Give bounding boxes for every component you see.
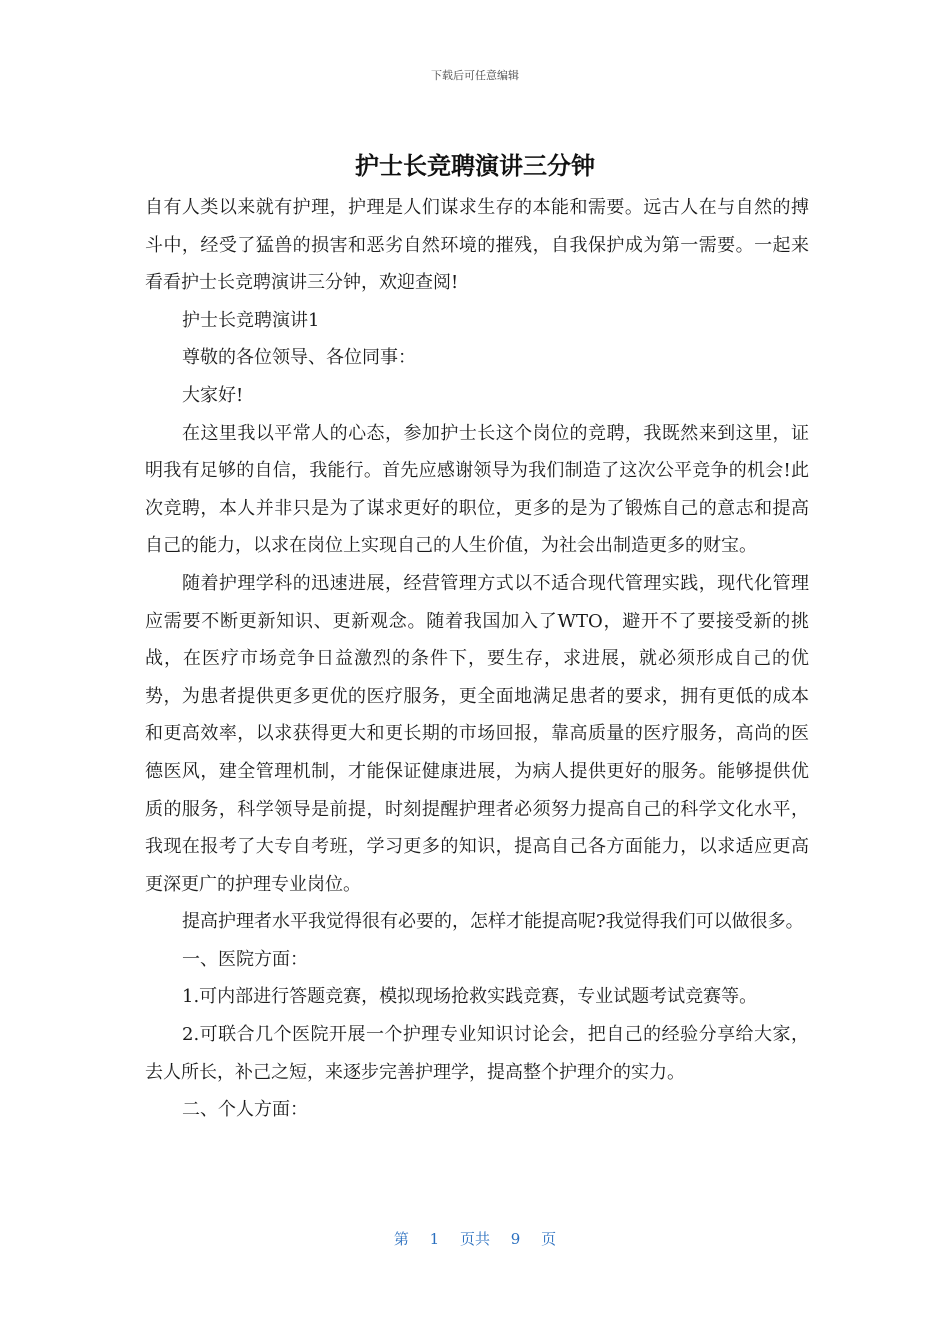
- paragraph-section-heading: 二、个人方面：: [182, 1099, 308, 1121]
- paragraph-section-heading: 一、医院方面：: [182, 948, 308, 970]
- paragraph-body: 随着护理学科的迅速进展，经营管理方式以不适合现代管理实践，现代化管理应需要不断更新知识、更新观念。随着我国加入了WTO，避开不了要接受新的挑战，在医疗市场竞争日益激烈的条件下，要生存，求进展，就必须形成自己的优势，为患者提供更多更优的医疗服务，更全面地满足患者的要求，拥有更低的成本和更高效率，以求获得更大和更长期的市场回报，靠高质量的医疗服务，高尚的医德医风，建全管理机制，才能保证健康进展，为病人提供更好的服务。能够提供优质的服务，科学领导是前提，时刻提醒护理者必须努力提高自己的科学文化水平，我现在报考了大专自考班，学习更多的知识，提高自己各方面能力，以求适应更高更深更广的护理专业岗位。: [145, 572, 809, 895]
- paragraph-list-item: 2.可联合几个医院开展一个护理专业知识讨论会，把自己的经验分享给大家，去人所长，补己之短，来逐步完善护理学，提高整个护理介的实力。: [145, 1024, 809, 1083]
- footer-total-pages: 9: [510, 1230, 521, 1248]
- document-title: 护士长竞聘演讲三分钟: [355, 152, 595, 180]
- paragraph-greeting: 大家好!: [182, 384, 244, 406]
- document-body: [145, 189, 809, 1129]
- paragraph-list-item: 1.可内部进行答题竞赛，模拟现场抢救实践竞赛，专业试题考试竞赛等。: [182, 986, 758, 1008]
- paragraph-speech-heading: 护士长竞聘演讲1: [182, 309, 320, 331]
- footer-label-page: 第: [393, 1230, 409, 1248]
- paragraph-body: 提高护理者水平我觉得很有必要的，怎样才能提高呢?我觉得我们可以做很多。: [182, 911, 804, 933]
- footer-label-end: 页: [541, 1230, 557, 1248]
- footer-current-page: 1: [429, 1230, 440, 1248]
- paragraph-salutation: 尊敬的各位领导、各位同事：: [182, 347, 416, 369]
- header-note: 下载后可任意编辑: [431, 69, 519, 82]
- paragraph-body: 在这里我以平常人的心态，参加护士长这个岗位的竞聘，我既然来到这里，证明我有足够的自信，我能行。首先应感谢领导为我们制造了这次公平竞争的机会!此次竞聘，本人并非只是为了谋求更好的职位，更多的是为了锻炼自己的意志和提高自己的能力，以求在岗位上实现自己的人生价值，为社会出制造更多的财宝。: [145, 422, 809, 557]
- footer-label-total: 页共: [459, 1230, 490, 1248]
- page-footer: [0, 1228, 950, 1249]
- paragraph-intro: 自有人类以来就有护理，护理是人们谋求生存的本能和需要。远古人在与自然的搏斗中，经受了猛兽的损害和恶劣自然环境的摧残，自我保护成为第一需要。一起来看看护士长竞聘演讲三分钟，欢迎查阅!: [145, 197, 809, 294]
